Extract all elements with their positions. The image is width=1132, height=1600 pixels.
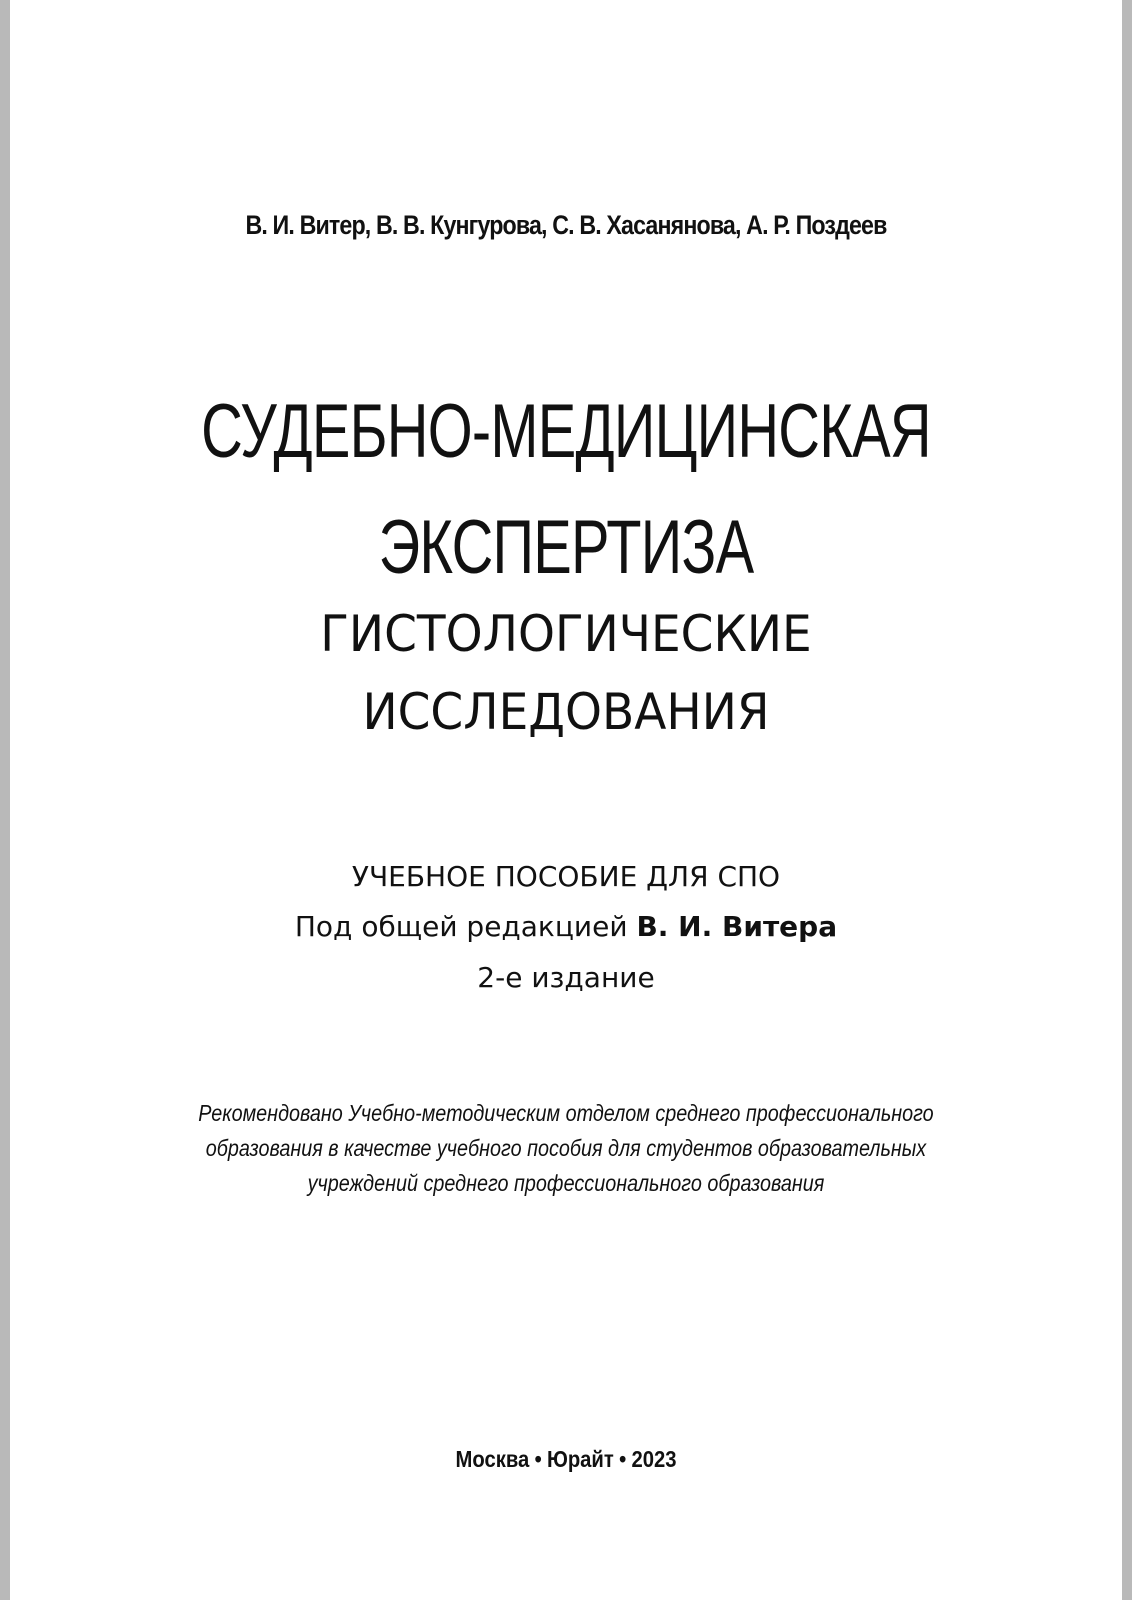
book-subtitle-line-1: ГИСТОЛОГИЧЕСКИЕ [320, 605, 812, 663]
editor-line [10, 910, 1122, 944]
book-title-line-2: ЭКСПЕРТИЗА [378, 505, 754, 590]
book-type: УЧЕБНОЕ ПОСОБИЕ ДЛЯ СПО [351, 860, 781, 893]
authors-line: В. И. Витер, В. В. Кунгурова, С. В. Хасанянова, А. Р. Поздеев [245, 210, 887, 240]
book-title-line-1: СУДЕБНО-МЕДИЦИНСКАЯ [201, 389, 931, 474]
recommendation-line-1: Рекомендовано Учебно-методическим отделом среднего профессионального [198, 1100, 934, 1126]
book-subtitle-line-2: ИССЛЕДОВАНИЯ [362, 683, 770, 741]
recommendation-line-3: учреждений среднего профессионального образования [307, 1170, 825, 1196]
edition: 2-е издание [477, 961, 655, 994]
editor-prefix: Под общей редакцией [294, 910, 628, 943]
imprint-year: 2023 [631, 1446, 677, 1472]
recommendation-line-2: образования в качестве учебного пособия для студентов образовательных [205, 1135, 927, 1161]
imprint-publisher: Юрайт [546, 1446, 614, 1472]
imprint-line [77, 1446, 1056, 1473]
imprint-separator-1: • [534, 1446, 542, 1472]
title-page [10, 0, 1122, 1600]
imprint-separator-2: • [619, 1446, 627, 1472]
imprint-city: Москва [455, 1446, 530, 1472]
editor-name: В. И. Витера [636, 910, 838, 943]
